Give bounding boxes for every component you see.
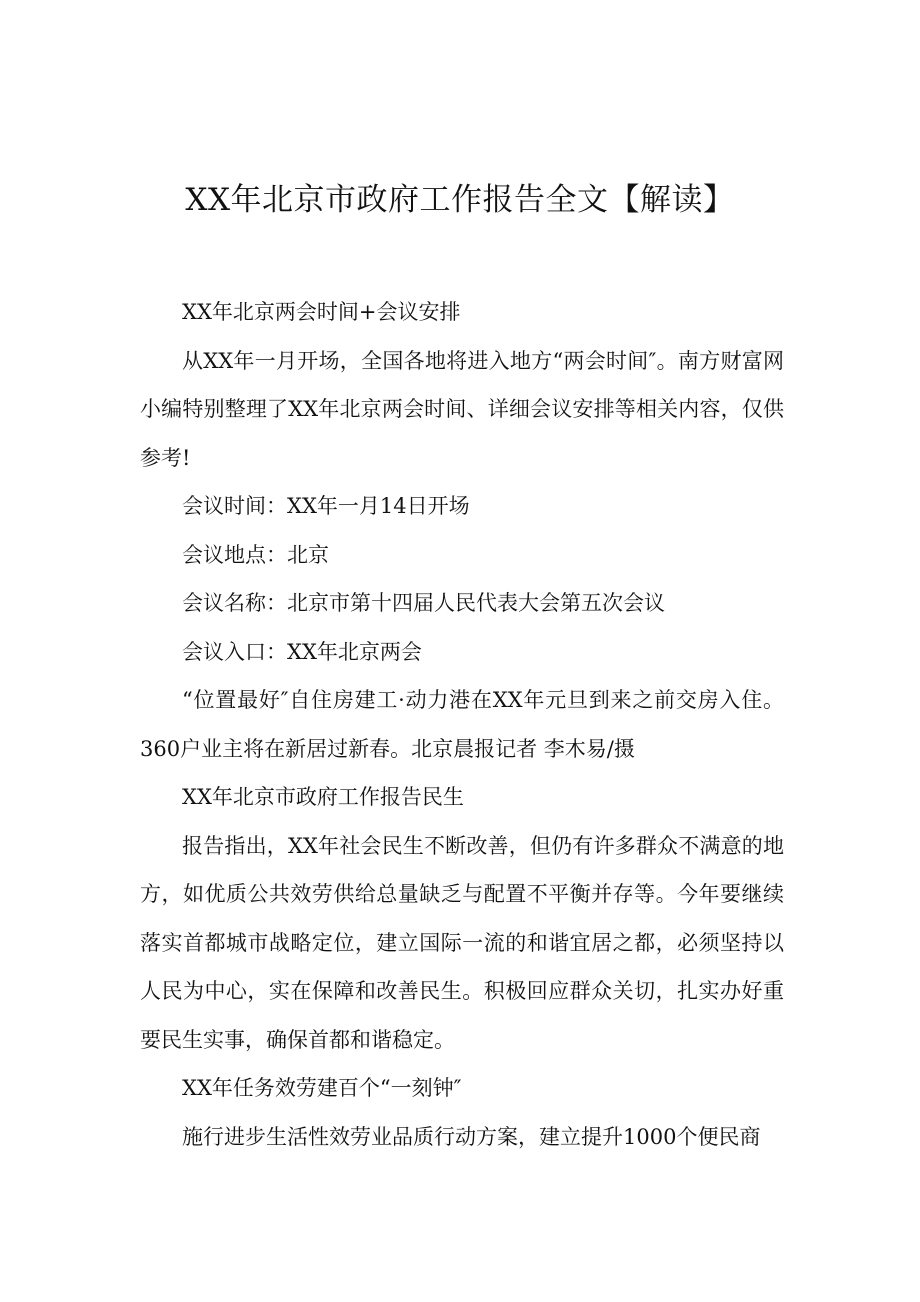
paragraph-meeting-name: 会议名称：北京市第十四届人民代表大会第五次会议 — [182, 591, 665, 615]
paragraph-intro: 从XX年一月开场，全国各地将进入地方“两会时间″。南方财富网小编特别整理了XX年北京两会时间、详细会议安排等相关内容，仅供参考! — [140, 348, 784, 470]
paragraph-meeting-entry: 会议入口：XX年北京两会 — [182, 639, 422, 664]
paragraph-meeting-time: 会议时间：XX年一月14日开场 — [182, 494, 470, 518]
paragraph-report-summary: 报告指出，XX年社会民生不断改善，但仍有许多群众不满意的地方，如优质公共效劳供给总量缺乏与配置不平衡并存等。今年要继续落实首都城市战略定位，建立国际一流的和谐宜居之都，必须坚持以人民为中心，实在保障和改善民生。积极回应群众关切，扎实办好重要民生实事，确保首都和谐稳定。 — [140, 833, 784, 1052]
paragraph-livelihood-heading: XX年北京市政府工作报告民生 — [182, 785, 464, 809]
paragraph-meeting-heading: XX年北京两会时间+会议安排 — [182, 300, 461, 324]
paragraph-service-heading: XX年任务效劳建百个“一刻钟″ — [182, 1076, 462, 1100]
document-body — [140, 288, 784, 1161]
paragraph-service-plan: 施行进步生活性效劳业品质行动方案，建立提升1000个便民商 — [182, 1124, 761, 1149]
document-title: XX年北京市政府工作报告全文【解读】 — [185, 182, 735, 218]
paragraph-housing-caption: “位置最好″自住房建工·动力港在XX年元旦到来之前交房入住。360户业主将在新居过新春。北京晨报记者 李木易/摄 — [140, 688, 784, 761]
paragraph-meeting-location: 会议地点：北京 — [182, 542, 329, 567]
